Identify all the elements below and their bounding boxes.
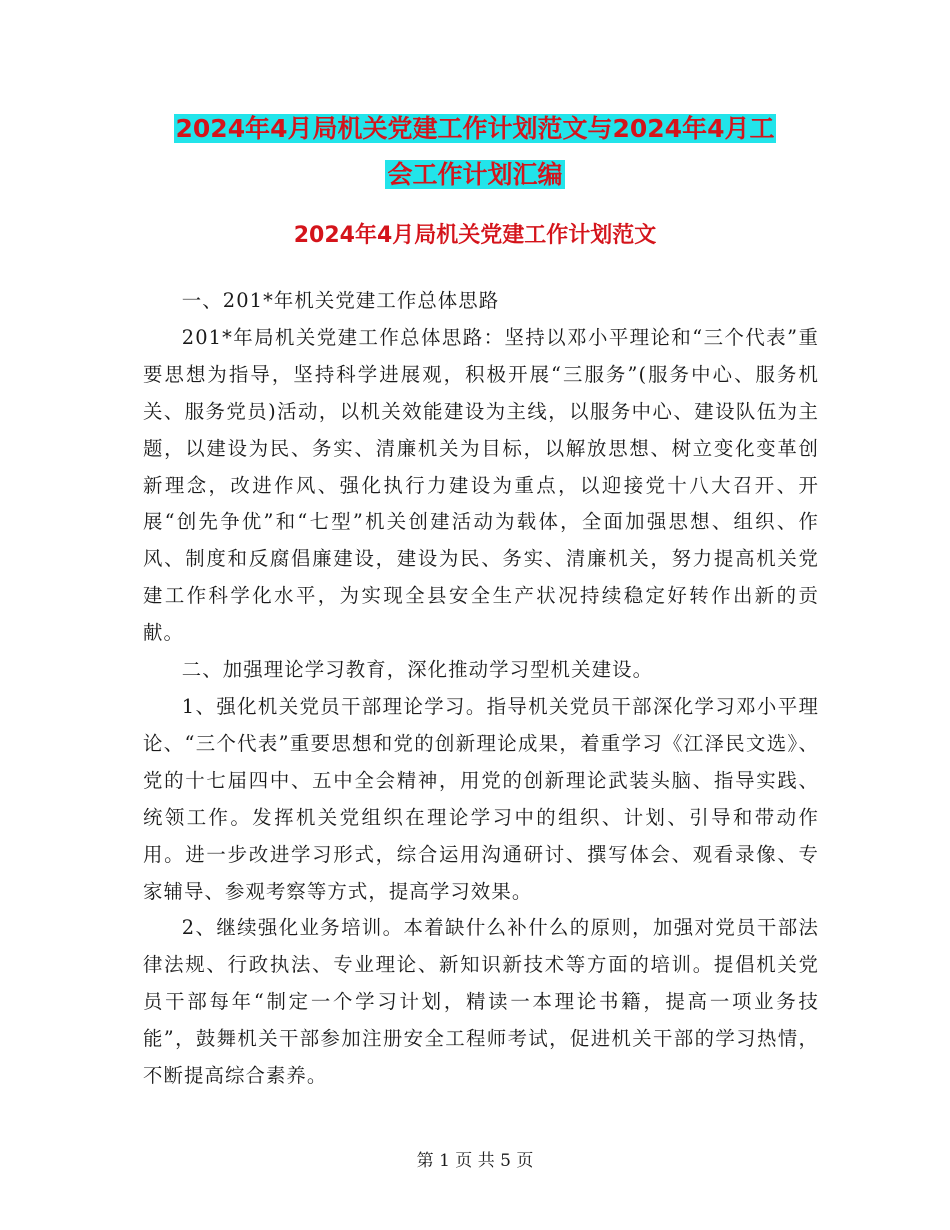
paragraph: 1、强化机关党员干部理论学习。指导机关党员干部深化学习邓小平理论、“三个代表”重要思想和党的创新理论成果，着重学习《江泽民文选》、党的十七届四中、五中全会精神，用党的创新理论武装头脑、指导实践、统领工作。发挥机关党组织在理论学习中的组织、计划、引导和带动作用。进一步改进学习形式，综合运用沟通研讨、撰写体会、观看录像、专家辅导、参观考察等方式，提高学习效果。 — [143, 694, 819, 903]
section-title: 2024年4月局机关党建工作计划范文 — [293, 223, 657, 248]
paragraph: 201*年局机关党建工作总体思路：坚持以邓小平理论和“三个代表”重要思想为指导，坚持科学进展观，积极开展“三服务”(服务中心、服务机关、服务党员)活动，以机关效能建设为主线，以服务中心、建设队伍为主题，以建设为民、务实、清廉机关为目标，以解放思想、树立变化变革创新理念，改进作风、强化执行力建设为重点，以迎接党十八大召开、开展“创先争优”和“七型”机关创建活动为载体，全面加强思想、组织、作风、制度和反腐倡廉建设，建设为民、务实、清廉机关，努力提高机关党建工作科学化水平，为实现全县安全生产状况持续稳定好转作出新的贡献。 — [143, 325, 819, 645]
document-title-line-2: 会工作计划汇编 — [387, 160, 563, 189]
paragraph: 一、201*年机关党建工作总体思路 — [181, 289, 500, 312]
document-title — [0, 106, 950, 198]
document-body — [143, 283, 819, 1095]
page-number-footer: 第 1 页 共 5 页 — [416, 1151, 534, 1171]
paragraph: 二、加强理论学习教育，深化推动学习型机关建设。 — [181, 658, 654, 682]
paragraph: 2、继续强化业务培训。本着缺什么补什么的原则，加强对党员干部法律法规、行政执法、专业理论、新知识新技术等方面的培训。提倡机关党员干部每年“制定一个学习计划，精读一本理论书籍，提高一项业务技能”，鼓舞机关干部参加注册安全工程师考试，促进机关干部的学习热情，不断提高综合素养。 — [143, 916, 819, 1088]
document-title-line-1: 2024年4月局机关党建工作计划范文与2024年4月工 — [175, 114, 775, 143]
